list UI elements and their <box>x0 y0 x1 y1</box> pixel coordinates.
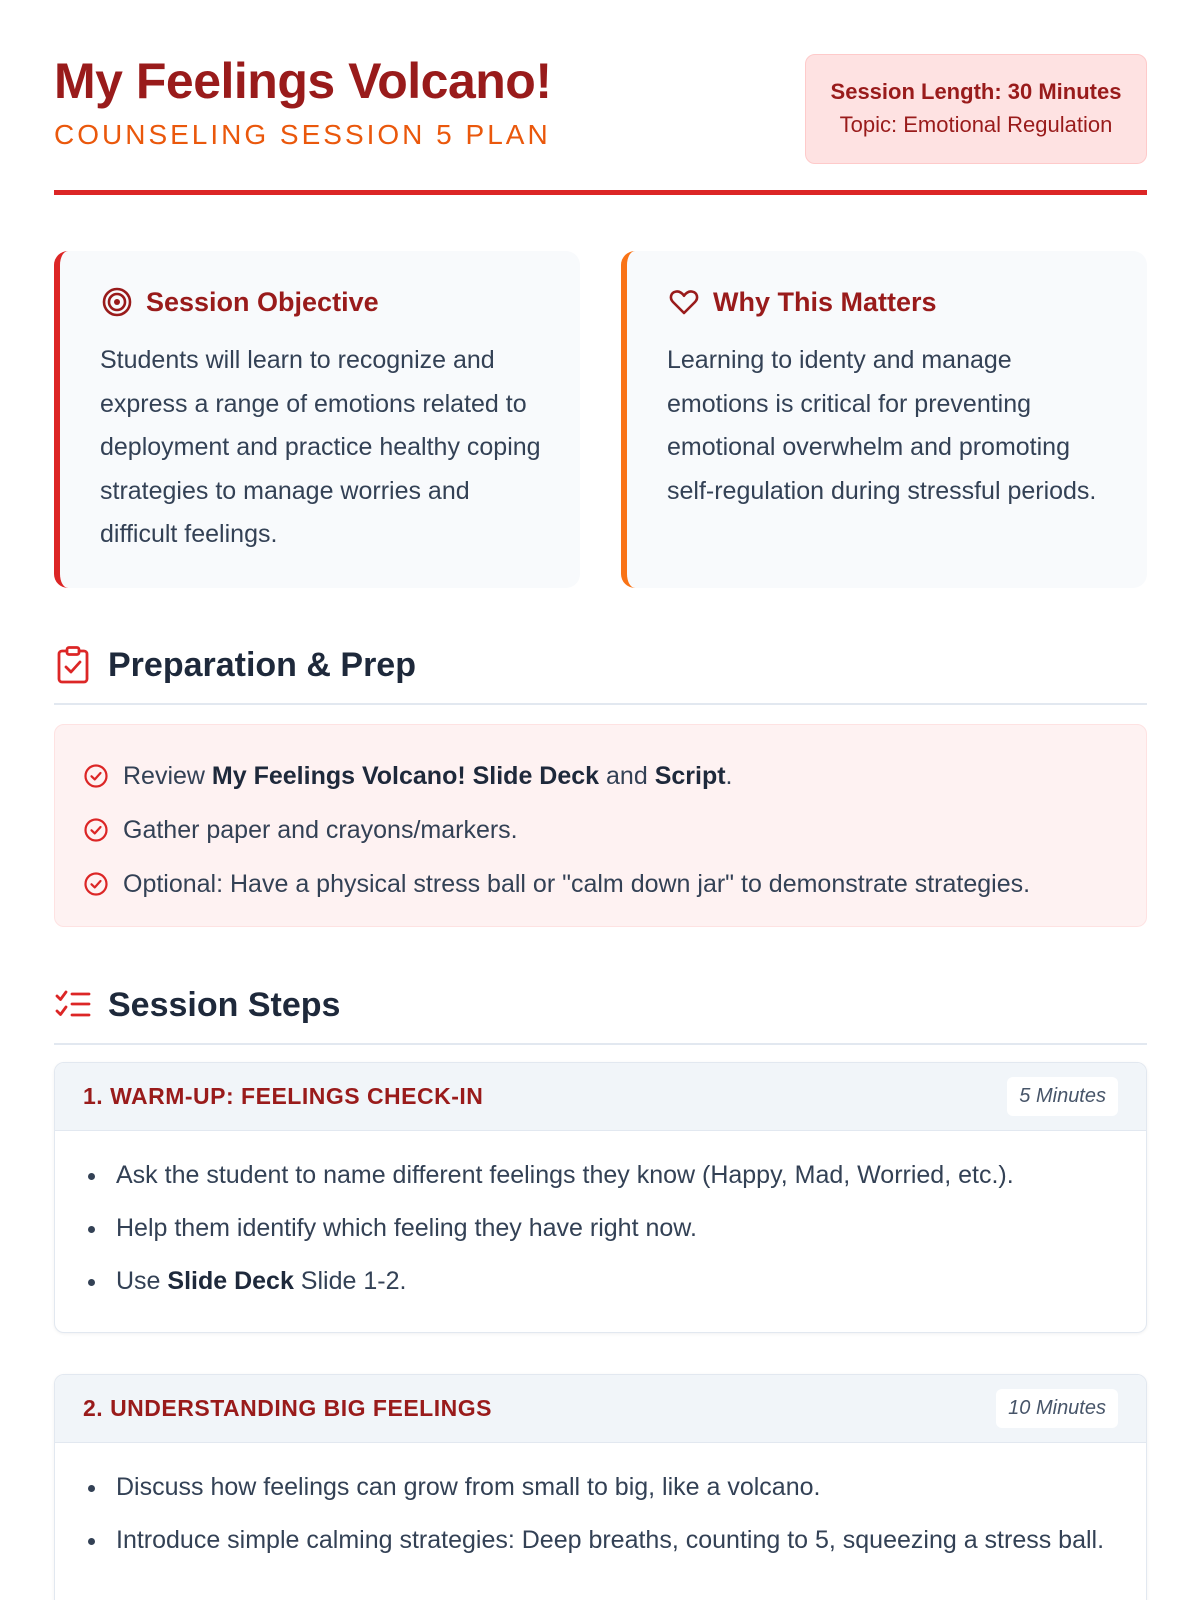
target-icon <box>100 285 134 319</box>
page-subtitle: COUNSELING SESSION 5 PLAN <box>54 119 551 150</box>
prep-item-text: Gather paper and crayons/markers. <box>123 815 518 844</box>
prep-item <box>83 857 1146 911</box>
session-length: Session Length: 30 Minutes <box>830 79 1122 104</box>
objective-card <box>54 251 580 588</box>
header-divider <box>54 190 1147 195</box>
objective-title: Session Objective <box>146 286 379 317</box>
preparation-box <box>54 724 1147 927</box>
check-circle-icon <box>83 763 109 789</box>
step-body <box>55 1131 1146 1301</box>
step-title: 2. UNDERSTANDING BIG FEELINGS <box>83 1395 492 1421</box>
session-step-1 <box>54 1062 1147 1333</box>
session-steps-title: Session Steps <box>108 986 341 1024</box>
preparation-title: Preparation & Prep <box>108 646 416 684</box>
prep-item-text: Review My Feelings Volcano! Slide Deck and Script. <box>123 761 733 790</box>
step-header <box>55 1063 1146 1131</box>
objective-text: Students will learn to recognize and express a range of emotions related to deployment and practice healthy coping strategies to manage worries and difficult feelings. <box>100 346 541 548</box>
info-cards <box>54 251 1147 588</box>
session-meta-box <box>805 54 1147 164</box>
step-title: 1. WARM-UP: FEELINGS CHECK-IN <box>83 1083 484 1109</box>
checklist-icon <box>54 985 92 1025</box>
check-circle-icon <box>83 871 109 897</box>
session-steps-heading <box>54 985 1147 1045</box>
list-item: Help them identify which feeling they have right now. <box>83 1208 1118 1248</box>
prep-item-text: Optional: Have a physical stress ball or "calm down jar" to demonstrate strategies. <box>123 869 1031 898</box>
prep-item <box>83 749 1146 803</box>
why-title: Why This Matters <box>713 286 937 317</box>
step-header <box>55 1375 1146 1443</box>
session-step-2 <box>54 1374 1147 1600</box>
why-text: Learning to identy and manage emotions is critical for preventing emotional overwhelm and promoting self-regulation during stressful periods. <box>667 346 1097 505</box>
session-topic: Topic: Emotional Regulation <box>839 112 1113 137</box>
check-circle-icon <box>83 817 109 843</box>
page-title: My Feelings Volcano! <box>54 53 552 109</box>
list-item: Use Slide Deck Slide 1-2. <box>83 1261 1118 1301</box>
page-header <box>54 0 1147 200</box>
why-card <box>621 251 1147 588</box>
step-body <box>55 1443 1146 1560</box>
heart-icon <box>667 285 701 319</box>
preparation-heading <box>54 645 1147 705</box>
lesson-plan-page <box>54 0 1147 1554</box>
clipboard-check-icon <box>54 645 92 685</box>
step-duration-badge: 5 Minutes <box>1007 1077 1118 1116</box>
list-item: Ask the student to name different feelings they know (Happy, Mad, Worried, etc.). <box>83 1155 1118 1195</box>
list-item: Introduce simple calming strategies: Deep breaths, counting to 5, squeezing a stress ball. <box>83 1520 1118 1560</box>
list-item: Discuss how feelings can grow from small to big, like a volcano. <box>83 1467 1118 1507</box>
prep-item <box>83 803 1146 857</box>
step-duration-badge: 10 Minutes <box>996 1389 1118 1428</box>
